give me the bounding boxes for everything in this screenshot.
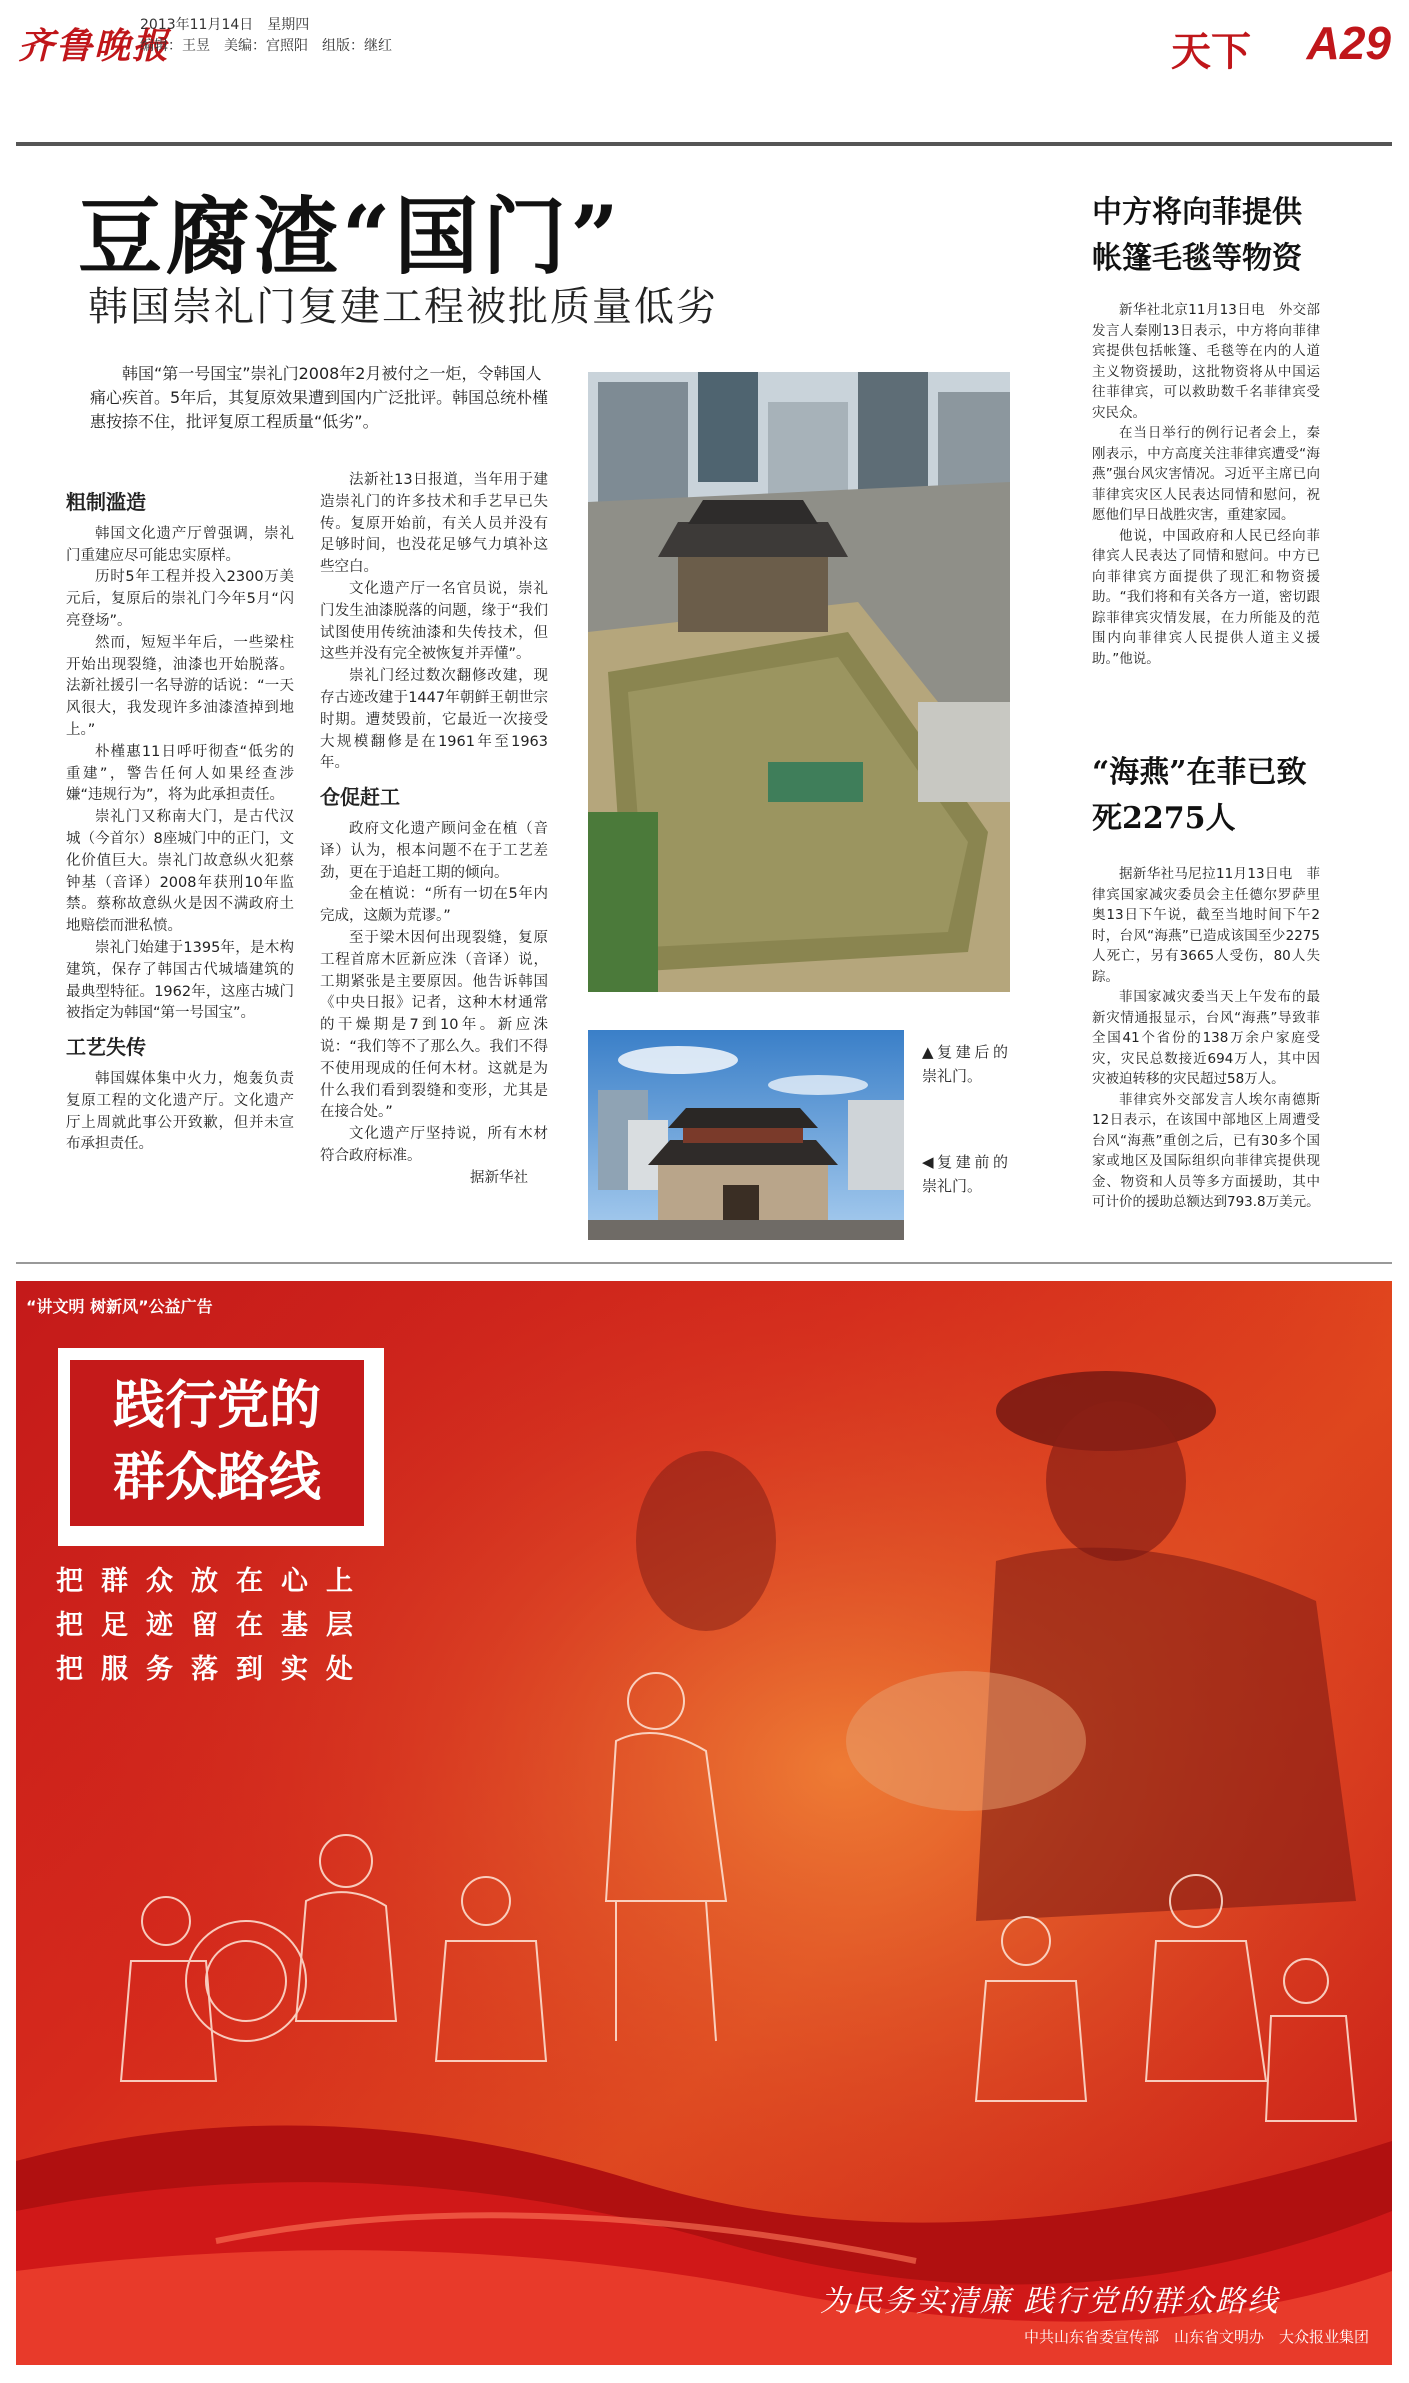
paragraph: 至于梁木因何出现裂缝，复原工程首席木匠新应洙（音译）说，工期紧张是主要原因。他告诉韩国《中央日报》记者，这种木材通常的干燥期是7到10年。新应洙说：“我们等不了那么久。我们不得不使用现成的任何木材。这就是为什么我们看到裂缝和变形，尤其是在接合处。” bbox=[320, 929, 548, 1121]
photo-after-reconstruction bbox=[588, 372, 1010, 992]
paragraph: 法新社13日报道，当年用于建造崇礼门的许多技术和手艺早已失传。复原开始前，有关人员并没有足够时间，也没花足够气力填补这些空白。 bbox=[320, 472, 548, 576]
paragraph: 然而，短短半年后，一些梁柱开始出现裂缝，油漆也开始脱落。法新社援引一名导游的话说：“一天风很大，我发现许多油漆渣掉到地上。” bbox=[66, 634, 294, 738]
paragraph: 据新华社马尼拉11月13日电 菲律宾国家减灾委员会主任德尔罗萨里奥13日下午说，截至当地时间下午2时，台风“海燕”已造成该国至少2275人死亡，另有3665人受伤，80人失踪。 bbox=[1092, 866, 1320, 985]
section-label: 天下 bbox=[1171, 28, 1251, 75]
caption-before: ◀复建前的崇礼门。 bbox=[922, 1153, 1008, 1195]
ad-divider bbox=[16, 1262, 1392, 1264]
ad-title-line: 群众路线 bbox=[112, 1448, 321, 1508]
section-heading: 仓促赶工 bbox=[320, 785, 400, 810]
article-subhead: 韩国崇礼门复建工程被批质量低劣 bbox=[88, 284, 718, 330]
paragraph: 崇礼门经过数次翻修改建，现存古迹改建于1447年朝鲜王朝世宗时期。遭焚毁前，它最近一次接受大规模翻修是在1961年至1963年。 bbox=[320, 668, 548, 772]
byline: 据新华社 bbox=[470, 1169, 528, 1186]
sidebar-story-body bbox=[1092, 300, 1320, 669]
caption-after: ▲复建后的崇礼门。 bbox=[922, 1043, 1008, 1085]
paragraph: 历时5年工程并投入2300万美元后，复原后的崇礼门今年5月“闪亮登场”。 bbox=[66, 569, 294, 629]
sidebar-story-title: “海燕”在菲已致死2275人 bbox=[1092, 755, 1307, 836]
section-heading: 粗制滥造 bbox=[66, 490, 146, 514]
staff-line: 编辑：王昱 美编：宫照阳 组版：继红 bbox=[140, 38, 392, 54]
ad-pledge-line: 把服务落到实处 bbox=[56, 1654, 371, 1685]
paragraph: 韩国文化遗产厅曾强调，崇礼门重建应尽可能忠实原样。 bbox=[66, 525, 294, 564]
paragraph: 菲国家减灾委当天上午发布的最新灾情通报显示，台风“海燕”导致菲全国41个省份的138万余户家庭受灾，灾民总数接近694万人，其中因灾被迫转移的灾民超过58万人。 bbox=[1092, 989, 1320, 1087]
ad-slogan: 为民务实清廉 践行党的群众路线 bbox=[820, 2284, 1280, 2319]
sidebar-story-body bbox=[1092, 864, 1320, 1213]
ad-pledges bbox=[56, 1560, 371, 1692]
ad-pledge-line: 把足迹留在基层 bbox=[56, 1610, 371, 1641]
paragraph: 文化遗产厅坚持说，所有木材符合政府标准。 bbox=[320, 1126, 548, 1164]
paragraph: 新华社北京11月13日电 外交部发言人秦刚13日表示，中方将向菲律宾提供包括帐篷、毛毯等在内的人道主义物资援助，这批物资将从中国运往菲律宾，可以救助数千名菲律宾受灾民众。 bbox=[1092, 302, 1320, 421]
paragraph: 朴槿惠11日呼吁彻查“低劣的重建”，警告任何人如果经查涉嫌“违规行为”，将为此承担责任。 bbox=[66, 743, 294, 804]
paragraph: 他说，中国政府和人民已经向菲律宾人民表达了同情和慰问。中方已向菲律宾方面提供了现汇和物资援助。“我们将和有关各方一道，密切跟踪菲律宾灾情发展，在力所能及的范围内向菲律宾人民提供人道主义援助。”他说。 bbox=[1092, 527, 1320, 667]
paragraph: 菲律宾外交部发言人埃尔南德斯12日表示，在该国中部地区上周遭受台风“海燕”重创之后，已有30多个国家或地区及国际组织向菲律宾提供现金、物资和人员等多方面援助，其中可计价的援助总额达到793.8万美元。 bbox=[1092, 1091, 1320, 1210]
header-rule bbox=[16, 142, 1392, 146]
paragraph: 崇礼门又称南大门，是古代汉城（今首尔）8座城门中的正门，文化价值巨大。崇礼门故意纵火犯蔡钟基（音译）2008年获刑10年监禁。蔡称故意纵火是因不满政府土地赔偿而泄私愤。 bbox=[66, 809, 294, 935]
article-lead: 韩国“第一号国宝”崇礼门2008年2月被付之一炬，令韩国人痛心疾首。5年后，其复原效果遭到国内广泛批评。韩国总统朴槿惠按捺不住，批评复原工程质量“低劣”。 bbox=[90, 364, 549, 431]
article-column-2 bbox=[320, 470, 548, 1190]
article-headline: 豆腐渣“国门” bbox=[78, 187, 623, 286]
ad-pledge-line: 把群众放在心上 bbox=[56, 1566, 371, 1597]
paragraph: 文化遗产厅一名官员说，崇礼门发生油漆脱落的问题，缘于“我们试图使用传统油漆和失传技术，但这些并没有完全被恢复并弄懂”。 bbox=[320, 580, 548, 663]
page-number: A29 bbox=[1306, 17, 1391, 69]
ad-title-inner bbox=[70, 1360, 364, 1526]
newspaper-logo: 齐鲁晚报 bbox=[18, 25, 171, 67]
paragraph: 政府文化遗产顾问金在植（音译）认为，根本问题不在于工艺差劲，更在于追赶工期的倾向。 bbox=[320, 820, 548, 881]
section-heading: 工艺失传 bbox=[66, 1035, 146, 1060]
date-line: 2013年11月14日 星期四 bbox=[140, 17, 310, 33]
sidebar-story-2 bbox=[1092, 750, 1320, 1213]
ad-title-box bbox=[58, 1348, 384, 1546]
article-column-1 bbox=[66, 480, 294, 1156]
paragraph: 金在植说：“所有一切在5年内完成，这颇为荒谬。” bbox=[320, 886, 548, 925]
sidebar-story-1 bbox=[1092, 190, 1320, 669]
ad-tag: “讲文明 树新风”公益广告 bbox=[26, 1297, 213, 1316]
paragraph: 崇礼门始建于1395年，是木构建筑，保存了韩国古代城墙建筑的最典型特征。1962年，这座古城门被指定为韩国“第一号国宝”。 bbox=[66, 939, 294, 1022]
paragraph: 韩国媒体集中火力，炮轰负责复原工程的文化遗产厅。文化遗产厅上周就此事公开致歉，但并未宣布承担责任。 bbox=[66, 1070, 294, 1153]
paragraph: 在当日举行的例行记者会上，秦刚表示，中方高度关注菲律宾遭受“海燕”强台风灾害情况。习近平主席已向菲律宾灾区人民表达同情和慰问，祝愿他们早日战胜灾害，重建家园。 bbox=[1092, 425, 1320, 523]
aerial-gate-illustration bbox=[588, 372, 1010, 992]
ad-title-line: 践行党的 bbox=[112, 1376, 321, 1436]
ad-sponsors: 中共山东省委宣传部 山东省文明办 大众报业集团 bbox=[1023, 2328, 1369, 2346]
photo-before-reconstruction bbox=[588, 1030, 904, 1240]
gate-before-illustration bbox=[588, 1030, 904, 1240]
sidebar-story-title: 中方将向菲提供帐篷毛毯等物资 bbox=[1092, 195, 1302, 276]
